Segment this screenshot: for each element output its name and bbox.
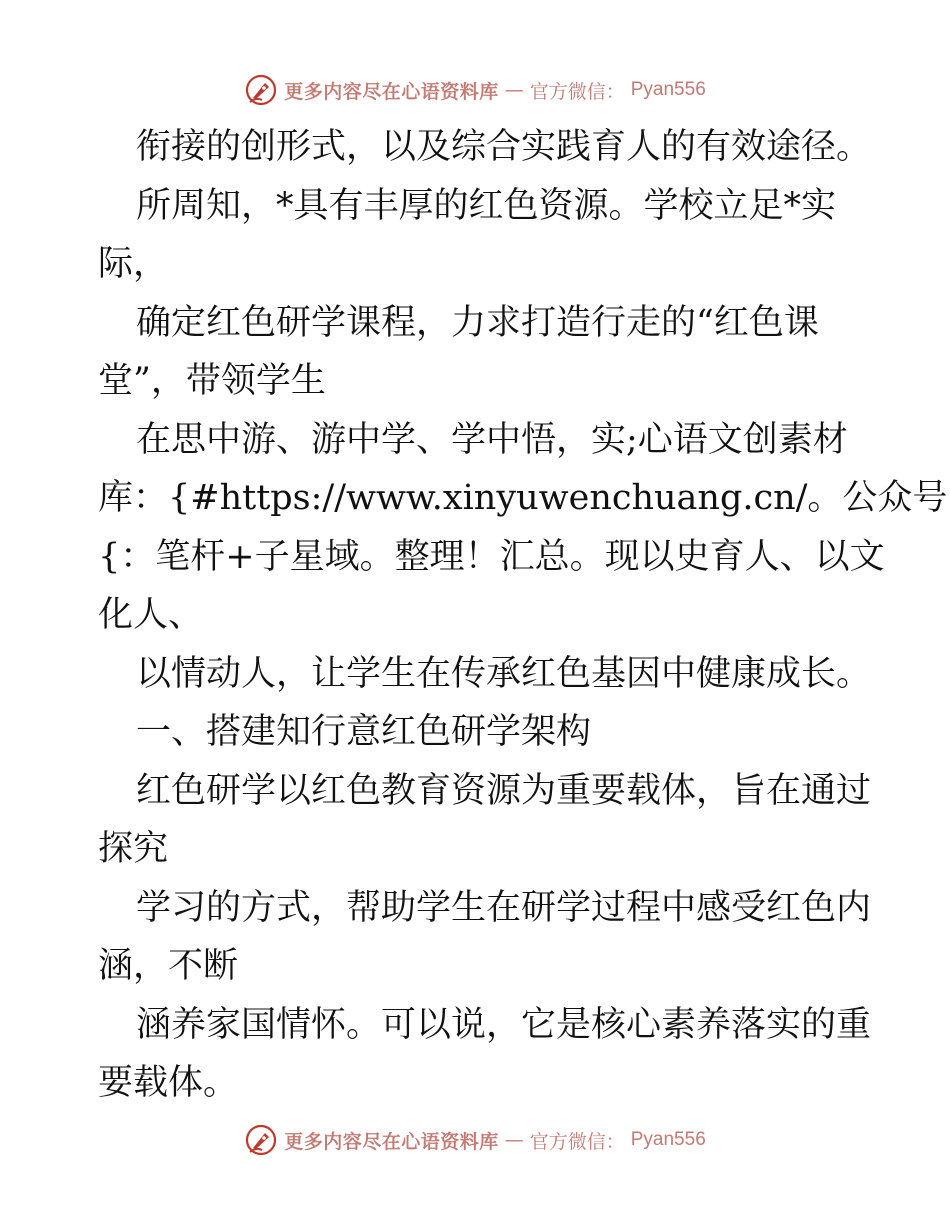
body-line: 学习的方式，帮助学生在研学过程中感受红色内 (136, 887, 872, 928)
section-heading: 一、搭建知行意红色研学架构 (136, 712, 592, 752)
body-line: 涵养家国情怀。可以说，它是核心素养落实的重 (136, 1004, 872, 1045)
body-line: 以情动人，让学生在传承红色基因中健康成长。 (136, 653, 872, 694)
footer-banner (0, 1120, 950, 1160)
banner-title: 更多内容尽在心语资料库 (284, 80, 499, 103)
banner-wechat-label: 官方微信： (529, 80, 625, 103)
banner-wechat-label: 官方微信： (529, 1130, 625, 1153)
banner-title: 更多内容尽在心语资料库 (284, 1130, 499, 1153)
document-body (98, 118, 948, 1113)
body-line: 库：{#https://www.xinyuwenchuang.cn/。公众号 (98, 478, 948, 518)
body-line: 要载体。 (98, 1063, 239, 1103)
banner-wechat-id: Pyan556 (630, 79, 706, 100)
body-line: {：笔杆+子星域。整理！汇总。现以史育人、以文 (98, 536, 885, 577)
banner-wechat-id: Pyan556 (630, 1129, 706, 1150)
body-line: 际， (98, 244, 169, 284)
body-line: 堂”，带领学生 (98, 361, 326, 401)
pen-nib-logo-icon (244, 73, 278, 107)
pen-nib-logo-icon (244, 1123, 278, 1157)
banner-dash: — (504, 1129, 524, 1151)
body-line: 所周知，*具有丰厚的红色资源。学校立足*实 (136, 185, 837, 226)
body-line: 探究 (98, 829, 169, 869)
body-line: 化人、 (98, 595, 204, 635)
body-line: 衔接的创形式，以及综合实践育人的有效途径。 (136, 127, 872, 167)
banner-dash: — (504, 79, 524, 101)
body-line: 在思中游、游中学、学中悟，实;心语文创素材 (136, 419, 848, 460)
body-line: 红色研学以红色教育资源为重要载体，旨在通过 (136, 770, 872, 811)
body-line: 涵，不断 (98, 946, 239, 986)
body-line: 确定红色研学课程，力求打造行走的“红色课 (136, 302, 819, 343)
header-banner (0, 70, 950, 110)
